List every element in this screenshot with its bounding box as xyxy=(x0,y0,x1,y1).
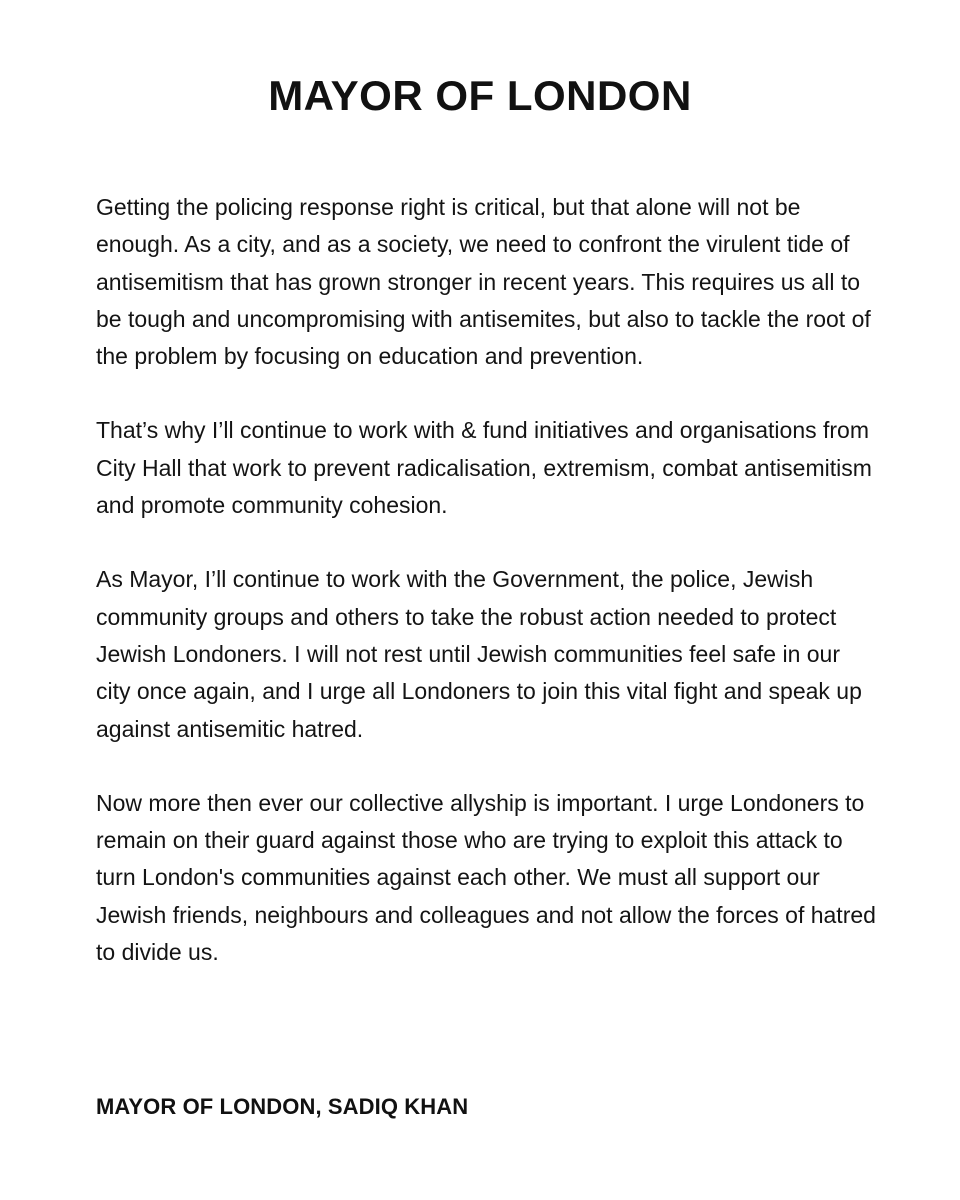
paragraph-policing: Getting the policing response right is critical, but that alone will not be enough. As a city, and as a society, we need to confront the virulent tide of antisemitism that has grown stronger in recent years. This requires us all to be tough and uncompromising with antisemites, but also to tackle the root of the problem by focusing on education and prevention. xyxy=(96,194,871,370)
statement-body xyxy=(96,189,876,1008)
paragraph-protection: As Mayor, I’ll continue to work with the Government, the police, Jewish community groups and others to take the robust action needed to protect Jewish Londoners. I will not rest until Jewish communities feel safe in our city once again, and I urge all Londoners to join this vital fight and speak up against antisemitic hatred. xyxy=(96,566,862,742)
paragraph-initiatives: That’s why I’ll continue to work with & fund initiatives and organisations from City Hall that work to prevent radicalisation, extremism, combat antisemitism and promote community cohesion. xyxy=(96,417,872,519)
paragraph-allyship: Now more then ever our collective allyship is important. I urge Londoners to remain on their guard against those who are trying to exploit this attack to turn London's communities against each other. We must all support our Jewish friends, neighbours and colleagues and not allow the forces of hatred to divide us. xyxy=(96,789,876,966)
signature: MAYOR OF LONDON, SADIQ KHAN xyxy=(96,1094,469,1119)
page-title: MAYOR OF LONDON xyxy=(268,72,692,119)
